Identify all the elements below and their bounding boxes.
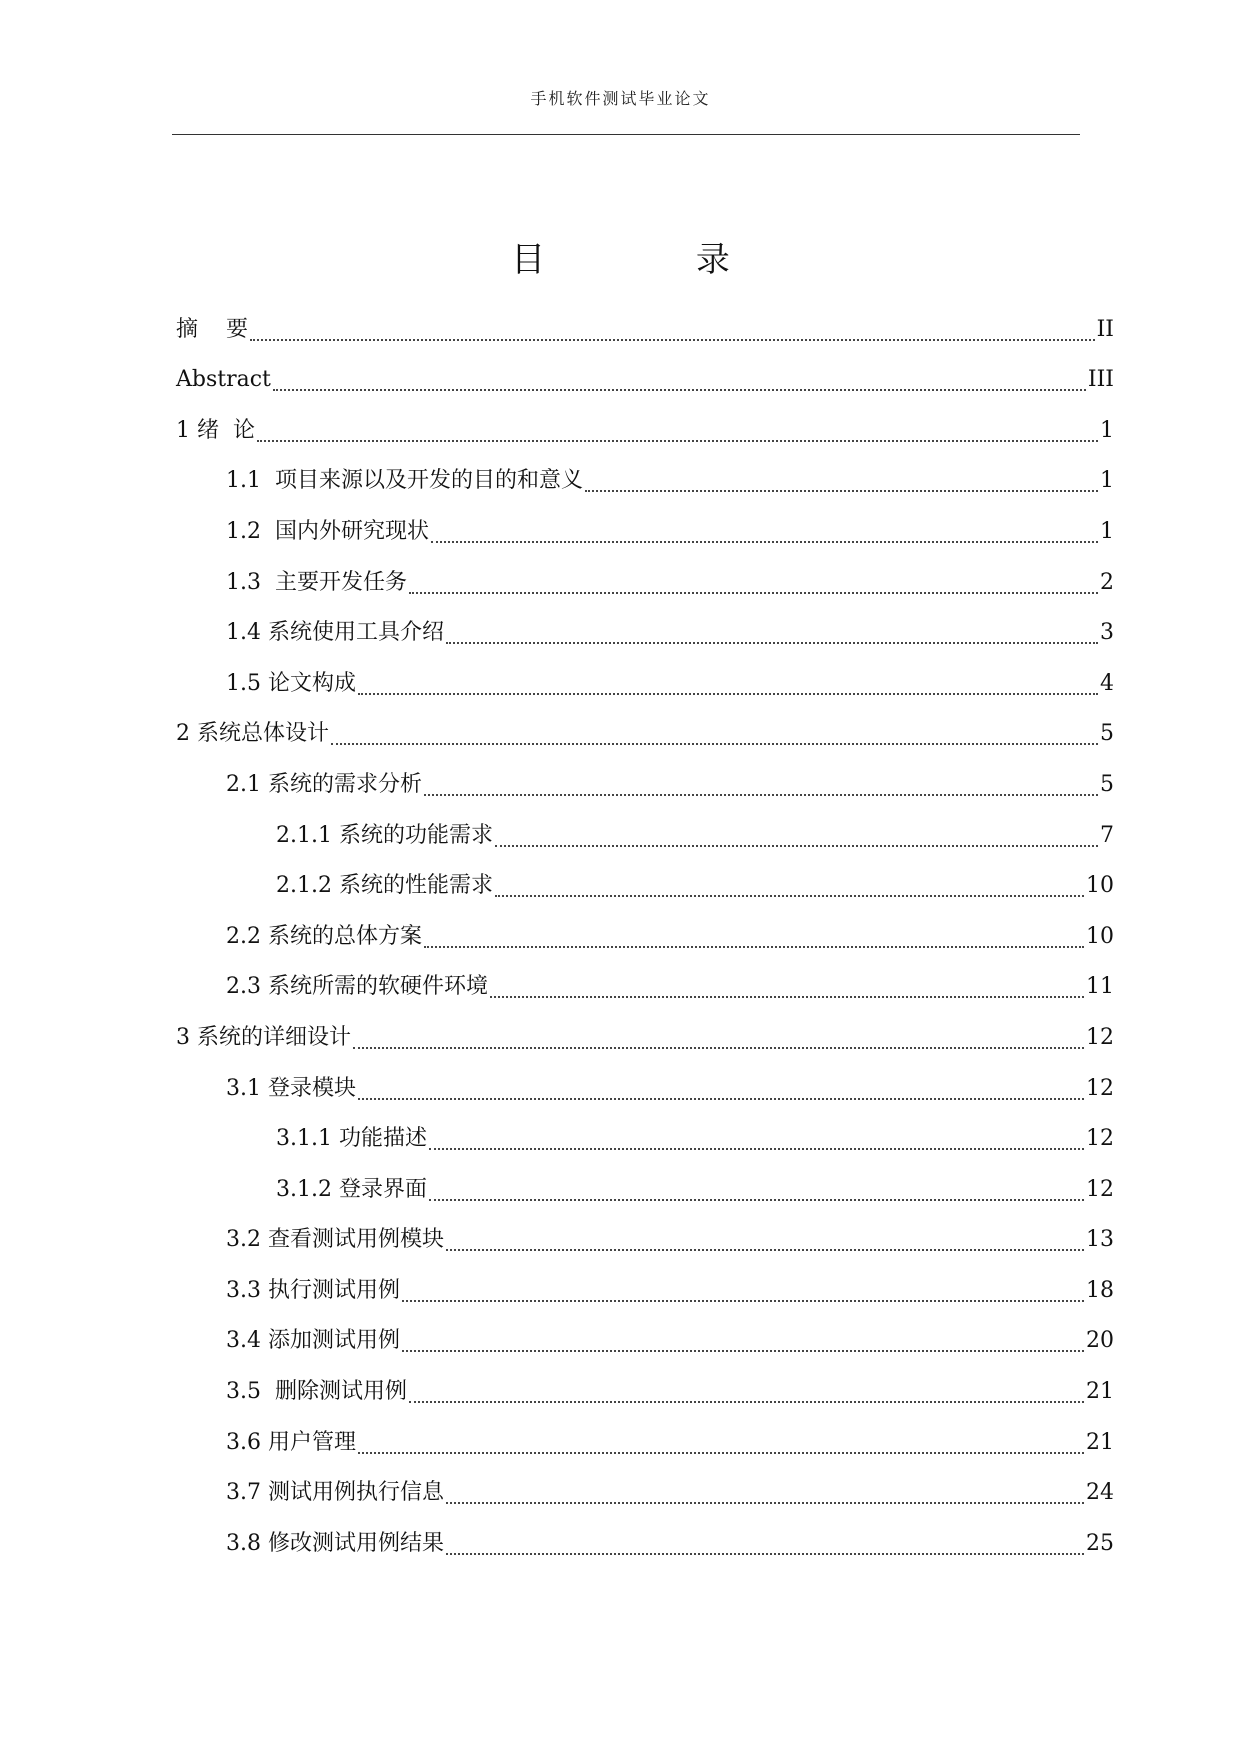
toc-entry-page-number: 12 (1086, 1126, 1114, 1152)
dot-leader (358, 1098, 1084, 1100)
toc-entry[interactable] (176, 1010, 1114, 1061)
dot-leader (446, 1553, 1084, 1555)
toc-entry-page-number: 13 (1086, 1227, 1114, 1253)
toc-entry[interactable] (176, 1213, 1114, 1264)
toc-entry-label: 3.4 添加测试用例 (226, 1328, 400, 1354)
toc-entry[interactable] (176, 960, 1114, 1011)
toc-entry-page-number: 5 (1100, 771, 1114, 797)
toc-entry-label: 2.1 系统的需求分析 (226, 771, 422, 797)
toc-entry-label: 1.4 系统使用工具介绍 (226, 620, 444, 646)
dot-leader (402, 1300, 1084, 1302)
toc-entry-page-number: 12 (1086, 1024, 1114, 1050)
toc-entry[interactable] (176, 555, 1114, 606)
toc-entry-label: 3.1 登录模块 (226, 1075, 356, 1101)
toc-entry-page-number: 20 (1086, 1328, 1114, 1354)
toc-entry-page-number: 11 (1086, 974, 1114, 1000)
toc-entry[interactable] (176, 808, 1114, 859)
dot-leader (402, 1350, 1084, 1352)
toc-entry-page-number: 10 (1086, 873, 1114, 899)
toc-entry-label: 摘 要 (176, 316, 248, 342)
toc-entry-page-number: 2 (1100, 569, 1114, 595)
dot-leader (409, 1401, 1084, 1403)
toc-entry[interactable] (176, 403, 1114, 454)
toc-entry-label: 3.1.1 功能描述 (276, 1126, 427, 1152)
toc-entry[interactable] (176, 859, 1114, 910)
dot-leader (490, 996, 1084, 998)
toc-entry-label: 3.1.2 登录界面 (276, 1176, 427, 1202)
toc-entry[interactable] (176, 757, 1114, 808)
toc-entry-page-number: 1 (1100, 518, 1114, 544)
toc-entry[interactable] (176, 707, 1114, 758)
dot-leader (257, 440, 1098, 442)
toc-entry-page-number: 1 (1100, 468, 1114, 494)
dot-leader (431, 541, 1098, 543)
toc-entry[interactable] (176, 606, 1114, 657)
toc-entry-page-number: 5 (1100, 721, 1114, 747)
toc-entry-label: 1 绪 论 (176, 417, 255, 443)
toc-entry-page-number: 4 (1100, 670, 1114, 696)
dot-leader (495, 845, 1098, 847)
toc-entry-page-number: 7 (1100, 822, 1114, 848)
dot-leader (273, 389, 1086, 391)
toc-entry-label: 3 系统的详细设计 (176, 1024, 351, 1050)
running-header: 手机软件测试毕业论文 (530, 89, 711, 108)
toc-entry-label: 3.2 查看测试用例模块 (226, 1227, 444, 1253)
dot-leader (429, 1199, 1084, 1201)
toc-entry[interactable] (176, 909, 1114, 960)
toc-entry[interactable] (176, 1466, 1114, 1517)
dot-leader (358, 693, 1098, 695)
toc-entry-label: 2 系统总体设计 (176, 721, 329, 747)
toc-entry[interactable] (176, 504, 1114, 555)
dot-leader (446, 1249, 1084, 1251)
toc-entry-page-number: III (1087, 367, 1114, 393)
toc-entry-label: 3.3 执行测试用例 (226, 1277, 400, 1303)
toc-entry[interactable] (176, 1112, 1114, 1163)
toc-entry-page-number: 25 (1086, 1530, 1114, 1556)
toc-entry-page-number: 21 (1086, 1429, 1114, 1455)
dot-leader (250, 339, 1095, 341)
toc-entry-page-number: 12 (1086, 1075, 1114, 1101)
toc-entry[interactable] (176, 454, 1114, 505)
toc-entry-label: 3.5 删除测试用例 (226, 1379, 407, 1405)
toc-entry-label: 2.1.1 系统的功能需求 (276, 822, 493, 848)
header-divider (172, 134, 1080, 135)
toc-entry[interactable] (176, 1516, 1114, 1567)
toc-entry-label: 2.1.2 系统的性能需求 (276, 873, 493, 899)
toc-entry-label: 1.1 项目来源以及开发的目的和意义 (226, 468, 583, 494)
toc-entry-label: 1.3 主要开发任务 (226, 569, 407, 595)
dot-leader (358, 1452, 1084, 1454)
dot-leader (331, 743, 1098, 745)
table-of-contents (176, 302, 1114, 1567)
toc-entry-page-number: 1 (1100, 417, 1114, 443)
toc-entry[interactable] (176, 1263, 1114, 1314)
toc-entry-page-number: 24 (1086, 1480, 1114, 1506)
toc-entry-page-number: 18 (1086, 1277, 1114, 1303)
toc-entry[interactable] (176, 1314, 1114, 1365)
dot-leader (495, 895, 1084, 897)
dot-leader (429, 1148, 1084, 1150)
toc-entry-page-number: 12 (1086, 1176, 1114, 1202)
toc-entry-label: 1.2 国内外研究现状 (226, 518, 429, 544)
toc-entry-label: 3.8 修改测试用例结果 (226, 1530, 444, 1556)
toc-entry[interactable] (176, 353, 1114, 404)
toc-entry-label: 2.2 系统的总体方案 (226, 923, 422, 949)
toc-entry-label: 2.3 系统所需的软硬件环境 (226, 974, 488, 1000)
toc-entry[interactable] (176, 302, 1114, 353)
toc-entry-page-number: 10 (1086, 923, 1114, 949)
toc-entry-label: 1.5 论文构成 (226, 670, 356, 696)
toc-entry-label: 3.7 测试用例执行信息 (226, 1480, 444, 1506)
dot-leader (446, 1502, 1084, 1504)
toc-entry[interactable] (176, 1162, 1114, 1213)
toc-entry[interactable] (176, 1415, 1114, 1466)
toc-entry-label: Abstract (176, 367, 271, 393)
toc-entry[interactable] (176, 656, 1114, 707)
dot-leader (409, 592, 1098, 594)
toc-entry-page-number: 21 (1086, 1379, 1114, 1405)
dot-leader (446, 642, 1098, 644)
toc-entry[interactable] (176, 1061, 1114, 1112)
toc-entry-label: 3.6 用户管理 (226, 1429, 356, 1455)
toc-entry-page-number: 3 (1100, 620, 1114, 646)
toc-entry[interactable] (176, 1364, 1114, 1415)
dot-leader (353, 1047, 1084, 1049)
dot-leader (424, 794, 1098, 796)
toc-title: 目 录 (511, 240, 800, 280)
dot-leader (424, 946, 1084, 948)
dot-leader (585, 490, 1098, 492)
toc-entry-page-number: II (1096, 316, 1114, 342)
